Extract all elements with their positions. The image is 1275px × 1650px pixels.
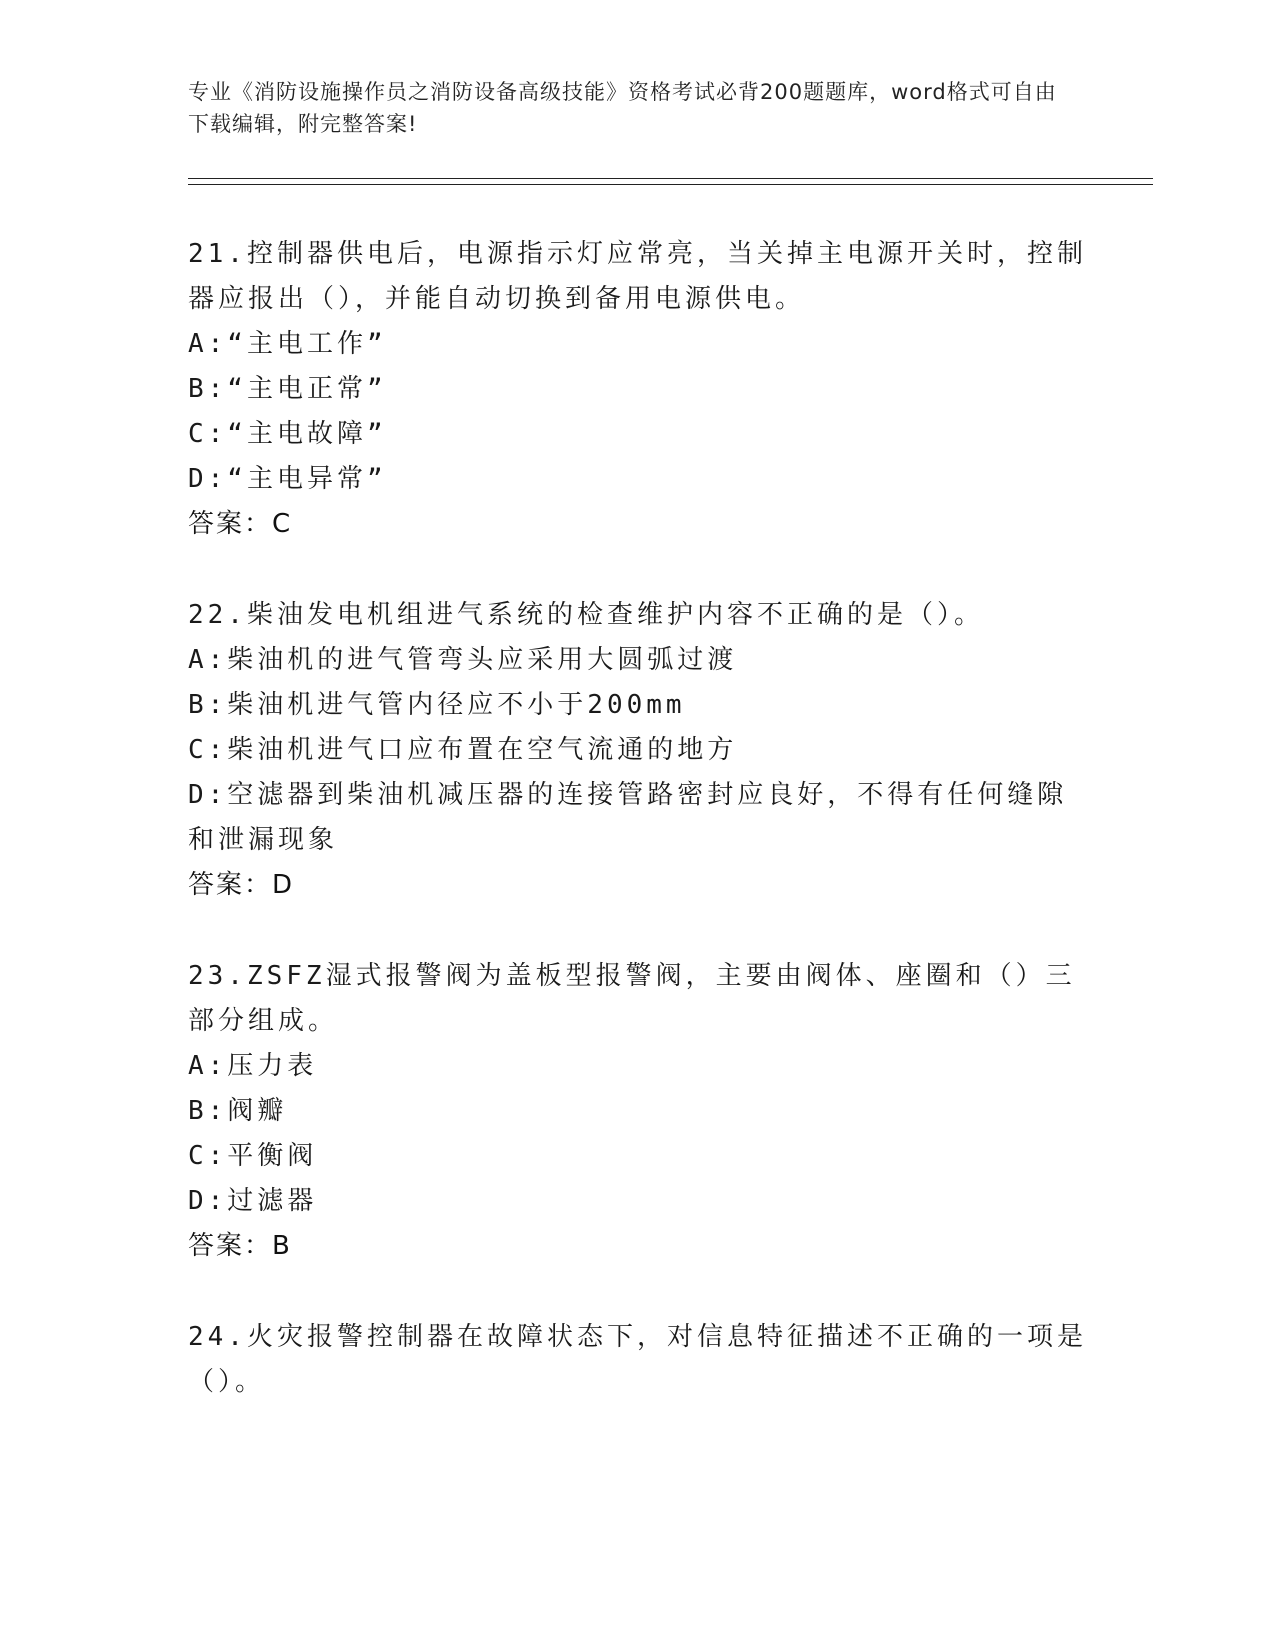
question-list: [188, 232, 1088, 1451]
answer-key: 答案：B: [188, 1231, 292, 1261]
question-stem: 21.控制器供电后，电源指示灯应常亮，当关掉主电源开关时，控制器应报出（），并能自动切换到备用电源供电。: [188, 239, 1087, 314]
header-divider-secondary: [188, 184, 1153, 185]
option-a: A:压力表: [188, 1051, 318, 1081]
header-divider: [188, 178, 1153, 179]
question-stem: 23.ZSFZ湿式报警阀为盖板型报警阀，主要由阀体、座圈和（）三部分组成。: [188, 961, 1076, 1036]
answer-key: 答案：D: [188, 870, 295, 900]
question-stem: 24.火灾报警控制器在故障状态下，对信息特征描述不正确的一项是（）。: [188, 1322, 1087, 1397]
option-b: B:柴油机进气管内径应不小于200mm: [188, 690, 686, 720]
option-d: D:“主电异常”: [188, 464, 387, 494]
answer-key: 答案：C: [188, 509, 293, 539]
option-c: C:“主电故障”: [188, 419, 387, 449]
question-23: [188, 954, 1088, 1269]
option-c: C:柴油机进气口应布置在空气流通的地方: [188, 735, 738, 765]
option-a: A:柴油机的进气管弯头应采用大圆弧过渡: [188, 645, 738, 675]
question-stem: 22.柴油发电机组进气系统的检查维护内容不正确的是（）。: [188, 600, 984, 630]
question-24: [188, 1315, 1088, 1405]
option-c: C:平衡阀: [188, 1141, 318, 1171]
document-header: 专业《消防设施操作员之消防设备高级技能》资格考试必背200题题库，word格式可自由下载编辑，附完整答案!: [188, 80, 1057, 136]
option-a: A:“主电工作”: [188, 329, 387, 359]
option-d: D:过滤器: [188, 1186, 318, 1216]
option-d: D:空滤器到柴油机减压器的连接管路密封应良好，不得有任何缝隙和泄漏现象: [188, 780, 1068, 855]
question-21: [188, 232, 1088, 547]
option-b: B:“主电正常”: [188, 374, 387, 404]
option-b: B:阀瓣: [188, 1096, 288, 1126]
question-22: [188, 593, 1088, 908]
